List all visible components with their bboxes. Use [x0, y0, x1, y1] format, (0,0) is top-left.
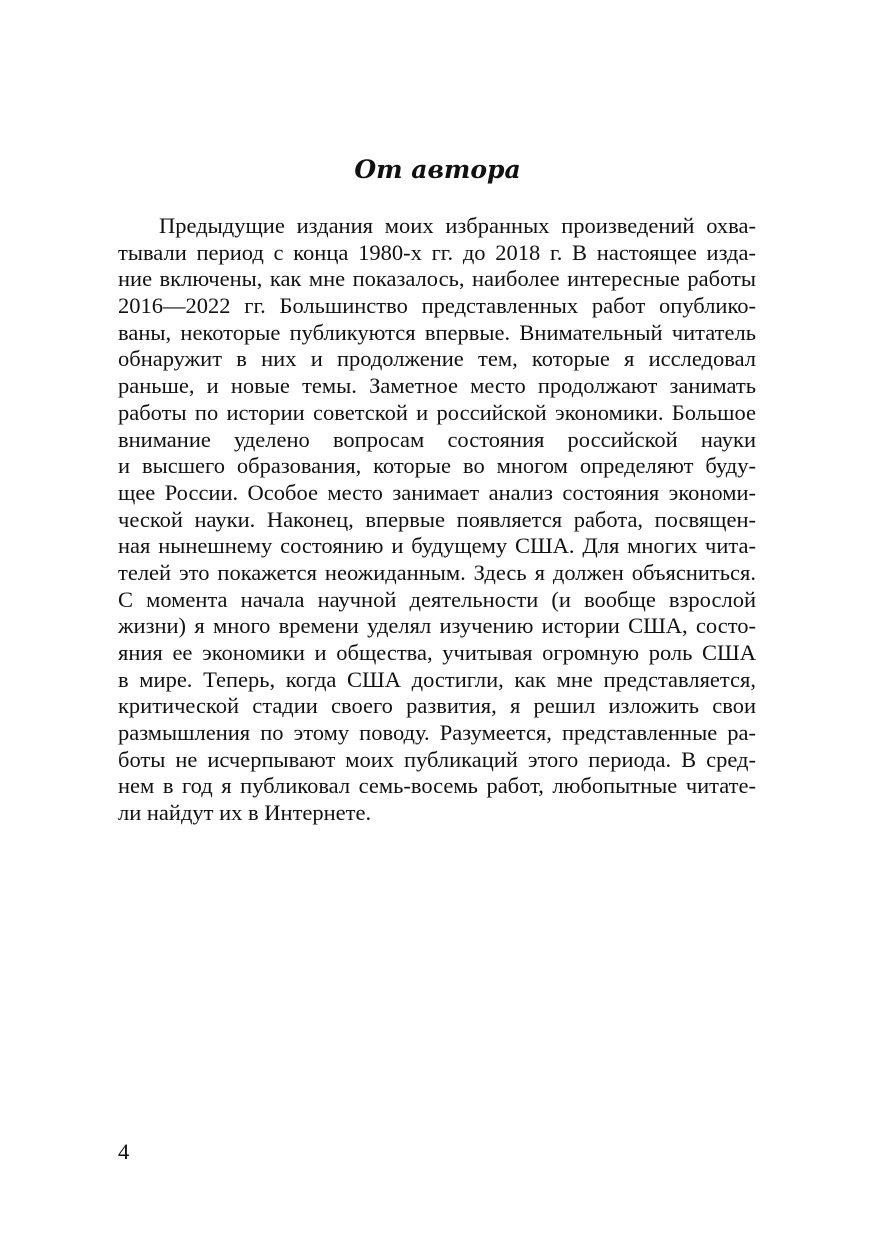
- text-line: яния ее экономики и общества, учитывая огромную роль США: [118, 640, 756, 665]
- text-line: и высшего образования, которые во многом определяют буду-: [118, 453, 756, 479]
- text-line: жизни) я много времени уделял изучению истории США, состо-: [118, 613, 756, 639]
- text-line: работы по истории советской и российской экономики. Большое: [118, 399, 756, 425]
- page-number: 4: [118, 1139, 130, 1164]
- text-line: тывали период с конца 1980-х гг. до 2018 г. В настоящее изда-: [118, 239, 756, 265]
- body-paragraph: [118, 213, 756, 827]
- text-line: обнаружит в них и продолжение тем, которые я исследовал: [118, 346, 756, 372]
- text-line: внимание уделено вопросам состояния российской науки: [118, 426, 756, 452]
- text-line: 2016—2022 гг. Большинство представленных работ опублико-: [118, 293, 756, 319]
- text-line: С момента начала научной деятельности (и вообще взрослой: [118, 586, 756, 612]
- text-line: размышления по этому поводу. Разумеется, представленные ра-: [118, 720, 756, 746]
- text-line: ние включены, как мне показалось, наиболее интересные работы: [118, 266, 756, 292]
- text-line: ческой науки. Наконец, впервые появляется работа, посвящен-: [118, 506, 756, 532]
- text-line: телей это покажется неожиданным. Здесь я должен объясниться.: [118, 559, 756, 585]
- text-line: щее России. Особое место занимает анализ состояния экономи-: [118, 479, 756, 505]
- text-line: боты не исчерпывают моих публикаций этого периода. В сред-: [118, 746, 756, 772]
- text-line: критической стадии своего развития, я решил изложить свои: [118, 693, 756, 719]
- text-line: ваны, некоторые публикуются впервые. Внимательный читатель: [118, 319, 756, 345]
- text-line: нем в год я публиковал семь-восемь работ, любопытные читате-: [118, 773, 756, 799]
- text-line: Предыдущие издания моих избранных произведений охва-: [159, 213, 756, 238]
- text-line: раньше, и новые темы. Заметное место продолжают занимать: [118, 373, 756, 399]
- text-line: в мире. Теперь, когда США достигли, как мне представляется,: [118, 666, 756, 692]
- page-heading: От автора: [354, 155, 521, 184]
- text-line: ная нынешнему состоянию и будущему США. Для многих чита-: [118, 533, 756, 559]
- text-line: ли найдут их в Интернете.: [118, 800, 372, 826]
